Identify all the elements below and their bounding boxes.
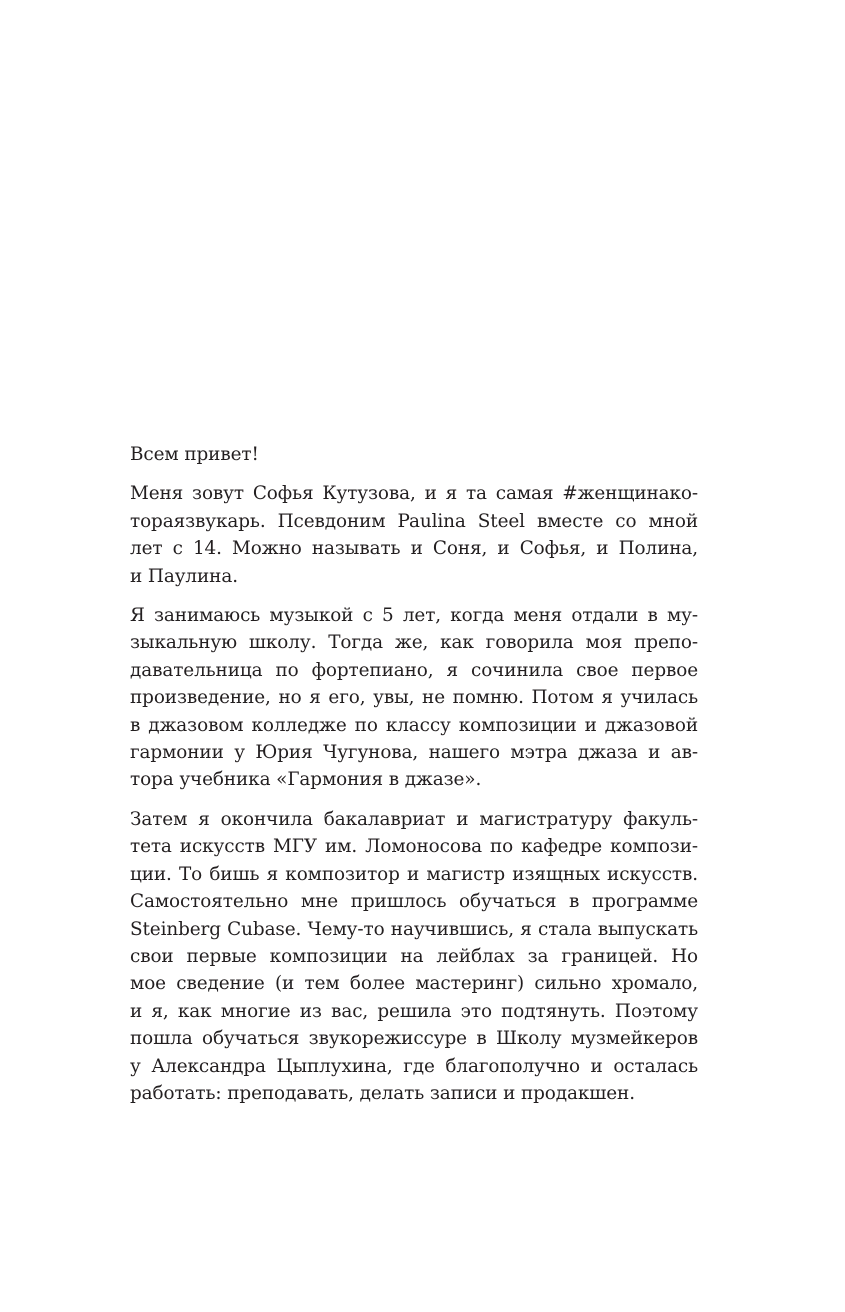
text-line: Затем я окончила бакалавриат и магистратуру факуль-	[130, 808, 698, 830]
text-line: Самостоятельно мне пришлось обучаться в программе	[130, 891, 698, 913]
text-line: Всем привет!	[130, 444, 259, 465]
text-line: и я, как многие из вас, решила это подтянуть. Поэтому	[130, 1000, 698, 1022]
text-line: Steinberg Cubase. Чему-то научившись, я стала выпускать	[130, 918, 698, 940]
text-line: мое сведение (и тем более мастеринг) сильно хромало,	[130, 973, 698, 995]
text-line: пошла обучаться звукорежиссуре в Школу музмейкеров	[130, 1028, 698, 1050]
text-line: и Паулина.	[130, 565, 238, 587]
paragraph-greeting	[130, 441, 698, 468]
text-line: ции. То бишь я композитор и магистр изящных искусств.	[130, 863, 698, 885]
text-line: свои первые композиции на лейблах за границей. Но	[130, 945, 698, 967]
text-line: тора учебника «Гармония в джазе».	[130, 769, 482, 791]
text-line: в джазовом колледже по классу композиции и джазовой	[130, 714, 698, 736]
text-line: произведение, но я его, увы, не помню. Потом я училась	[130, 687, 698, 709]
paragraph-music-education	[130, 602, 698, 794]
text-line: Я занимаюсь музыкой с 5 лет, когда меня отдали в му-	[130, 605, 698, 627]
text-line: зыкальную школу. Тогда же, как говорила моя препо-	[130, 632, 698, 654]
text-line: лет с 14. Можно называть и Соня, и Софья, и Полина,	[130, 538, 698, 560]
paragraph-introduction	[130, 480, 698, 590]
text-line: тета искусств МГУ им. Ломоносова по кафедре компози-	[130, 836, 698, 858]
paragraph-career	[130, 806, 698, 1107]
text-line: тораязвукарь. Псевдоним Paulina Steel вместе со мной	[130, 510, 698, 532]
page-text	[130, 441, 698, 1119]
text-line: Меня зовут Софья Кутузова, и я та самая #женщинако-	[130, 483, 698, 505]
text-line: давательница по фортепиано, я сочинила свое первое	[130, 659, 698, 681]
text-line: у Александра Цыплухина, где благополучно и осталась	[130, 1055, 698, 1077]
text-line: гармонии у Юрия Чугунова, нашего мэтра джаза и ав-	[130, 742, 698, 764]
text-line: работать: преподавать, делать записи и продакшен.	[130, 1082, 635, 1104]
